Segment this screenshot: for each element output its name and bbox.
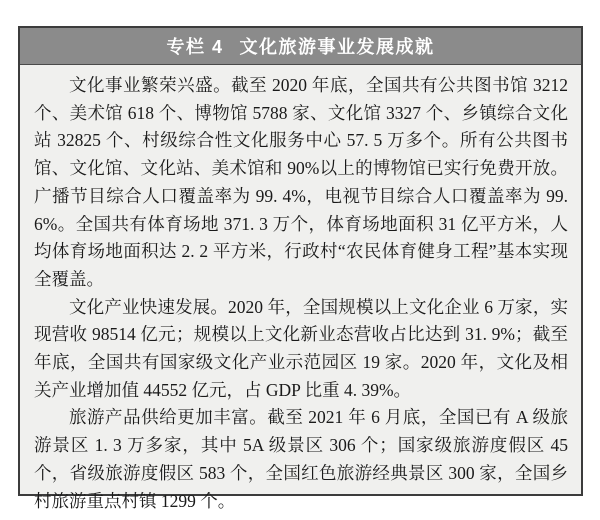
paragraph-culture-industry: 文化产业快速发展。2020 年，全国规模以上文化企业 6 万家，实现营收 98514 亿元；规模以上文化新业态营收占比达到 31. 9%；截至年底，全国共有国家级文化产业示范园区 19 家。2020 年，文化及相关产业增加值 44552 亿元，占 GDP 比重 4. 39%。 [34,296,568,400]
column-label: 专栏 4 [166,37,224,57]
column-box-body [20,65,581,515]
column-box-header [20,28,581,65]
column-box [18,26,583,511]
paragraph-culture-undertakings: 文化事业繁荣兴盛。截至 2020 年底，全国共有公共图书馆 3212 个、美术馆 618 个、博物馆 5788 家、文化馆 3327 个、乡镇综合文化站 32825 个、村级综合性文化服务中心 57. 5 万多个。所有公共图书馆、文化馆、文化站、美术馆和 90%以上的博物馆已实行免费开放。广播节目综合人口覆盖率为 99. 4%，电视节目综合人口覆盖率为 99. 6%。全国共有体育场地 371. 3 万个，体育场地面积 31 亿平方米，人均体育场地面积达 2. 2 平方米，行政村“农民体育健身工程”基本实现全覆盖。 [34,75,568,289]
paragraph-tourism-products: 旅游产品供给更加丰富。截至 2021 年 6 月底，全国已有 A 级旅游景区 1. 3 万多家，其中 5A 级景区 306 个；国家级旅游度假区 45 个，省级旅游度假区 583 个，全国红色旅游经典景区 300 家，全国乡村旅游重点村镇 1299 个。 [34,407,568,511]
column-title: 文化旅游事业发展成就 [239,37,435,57]
